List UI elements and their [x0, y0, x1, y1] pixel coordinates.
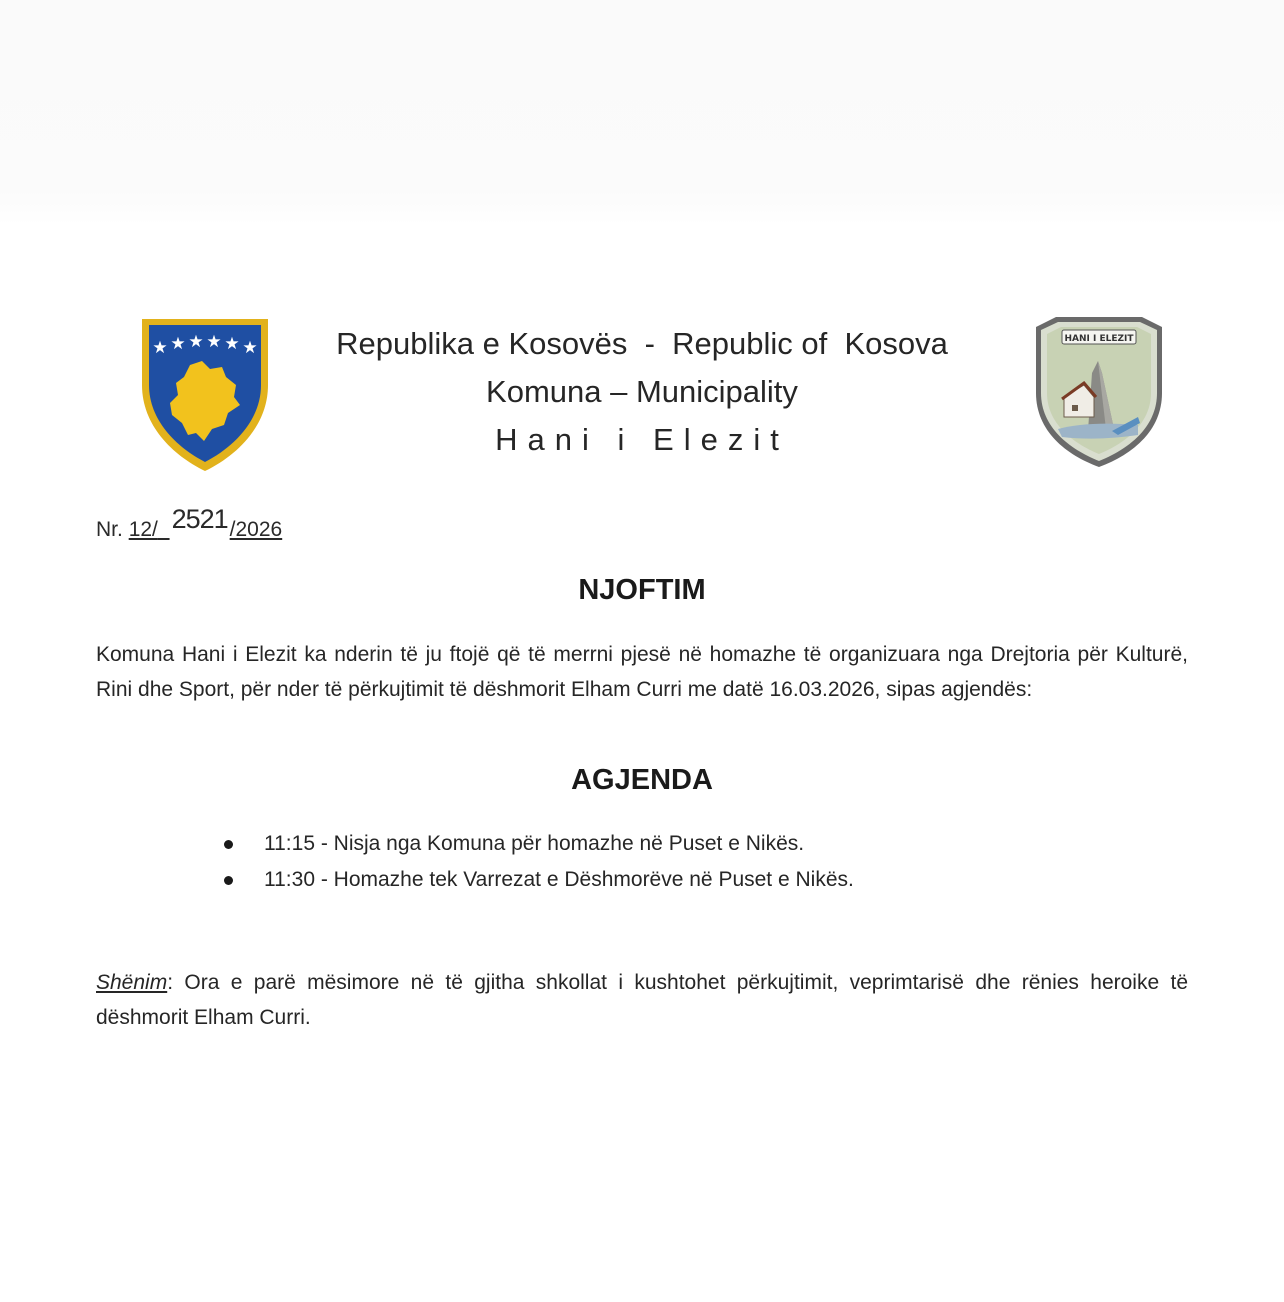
reference-number: 2521 — [171, 504, 228, 534]
note-text: : Ora e parë mësimore në të gjitha shkollat i kushtohet përkujtimit, veprimtarisë dhe rënies heroike të dëshmorit Elham Curri. — [96, 971, 1188, 1029]
header-town: Hani i Elezit — [495, 422, 789, 457]
svg-text:★: ★ — [242, 338, 258, 358]
header-republic: Republika e Kosovës - Republic of Kosova — [336, 326, 948, 361]
list-item — [220, 863, 854, 899]
header-municipality: Komuna – Municipality — [486, 374, 798, 409]
svg-text:★: ★ — [206, 332, 222, 352]
agenda-item-text: 11:15 - Nisja nga Komuna për homazhe në Puset e Nikës. — [264, 832, 805, 855]
bullet-icon — [224, 840, 233, 849]
svg-text:★: ★ — [170, 334, 186, 354]
letterhead — [290, 320, 994, 464]
agenda-list — [220, 827, 854, 899]
reference-part2: /2026 — [229, 518, 283, 541]
intro-paragraph: Komuna Hani i Elezit ka nderin të ju ftojë që të merrni pjesë në homazhe të organizuara nga Drejtoria për Kulturë, Rini dhe Sport, për nder të përkujtimit të dëshmorit Elham Curri me datë 16.03.2026, sipas agjendës: — [96, 643, 1188, 701]
agenda-item-text: 11:30 - Homazhe tek Varrezat e Dëshmorëve në Puset e Nikës. — [264, 868, 854, 891]
agenda-title: AGJENDA — [571, 764, 713, 796]
reference-number-field — [128, 504, 283, 541]
notice-title: NJOFTIM — [578, 574, 706, 606]
svg-text:★: ★ — [224, 334, 240, 354]
svg-text:★: ★ — [152, 338, 168, 358]
note-label: Shënim — [96, 971, 168, 994]
municipal-crest-icon — [1028, 313, 1170, 470]
note-paragraph — [96, 965, 1188, 1035]
crest-text: HANI I ELEZIT — [1064, 334, 1134, 344]
svg-text:★: ★ — [188, 332, 204, 352]
list-item — [220, 827, 854, 863]
reference-prefix: Nr. — [96, 518, 123, 541]
document-reference — [96, 504, 283, 543]
bullet-icon — [224, 876, 233, 885]
reference-part1: 12/ — [128, 518, 158, 541]
kosovo-coat-of-arms-icon — [138, 315, 272, 475]
